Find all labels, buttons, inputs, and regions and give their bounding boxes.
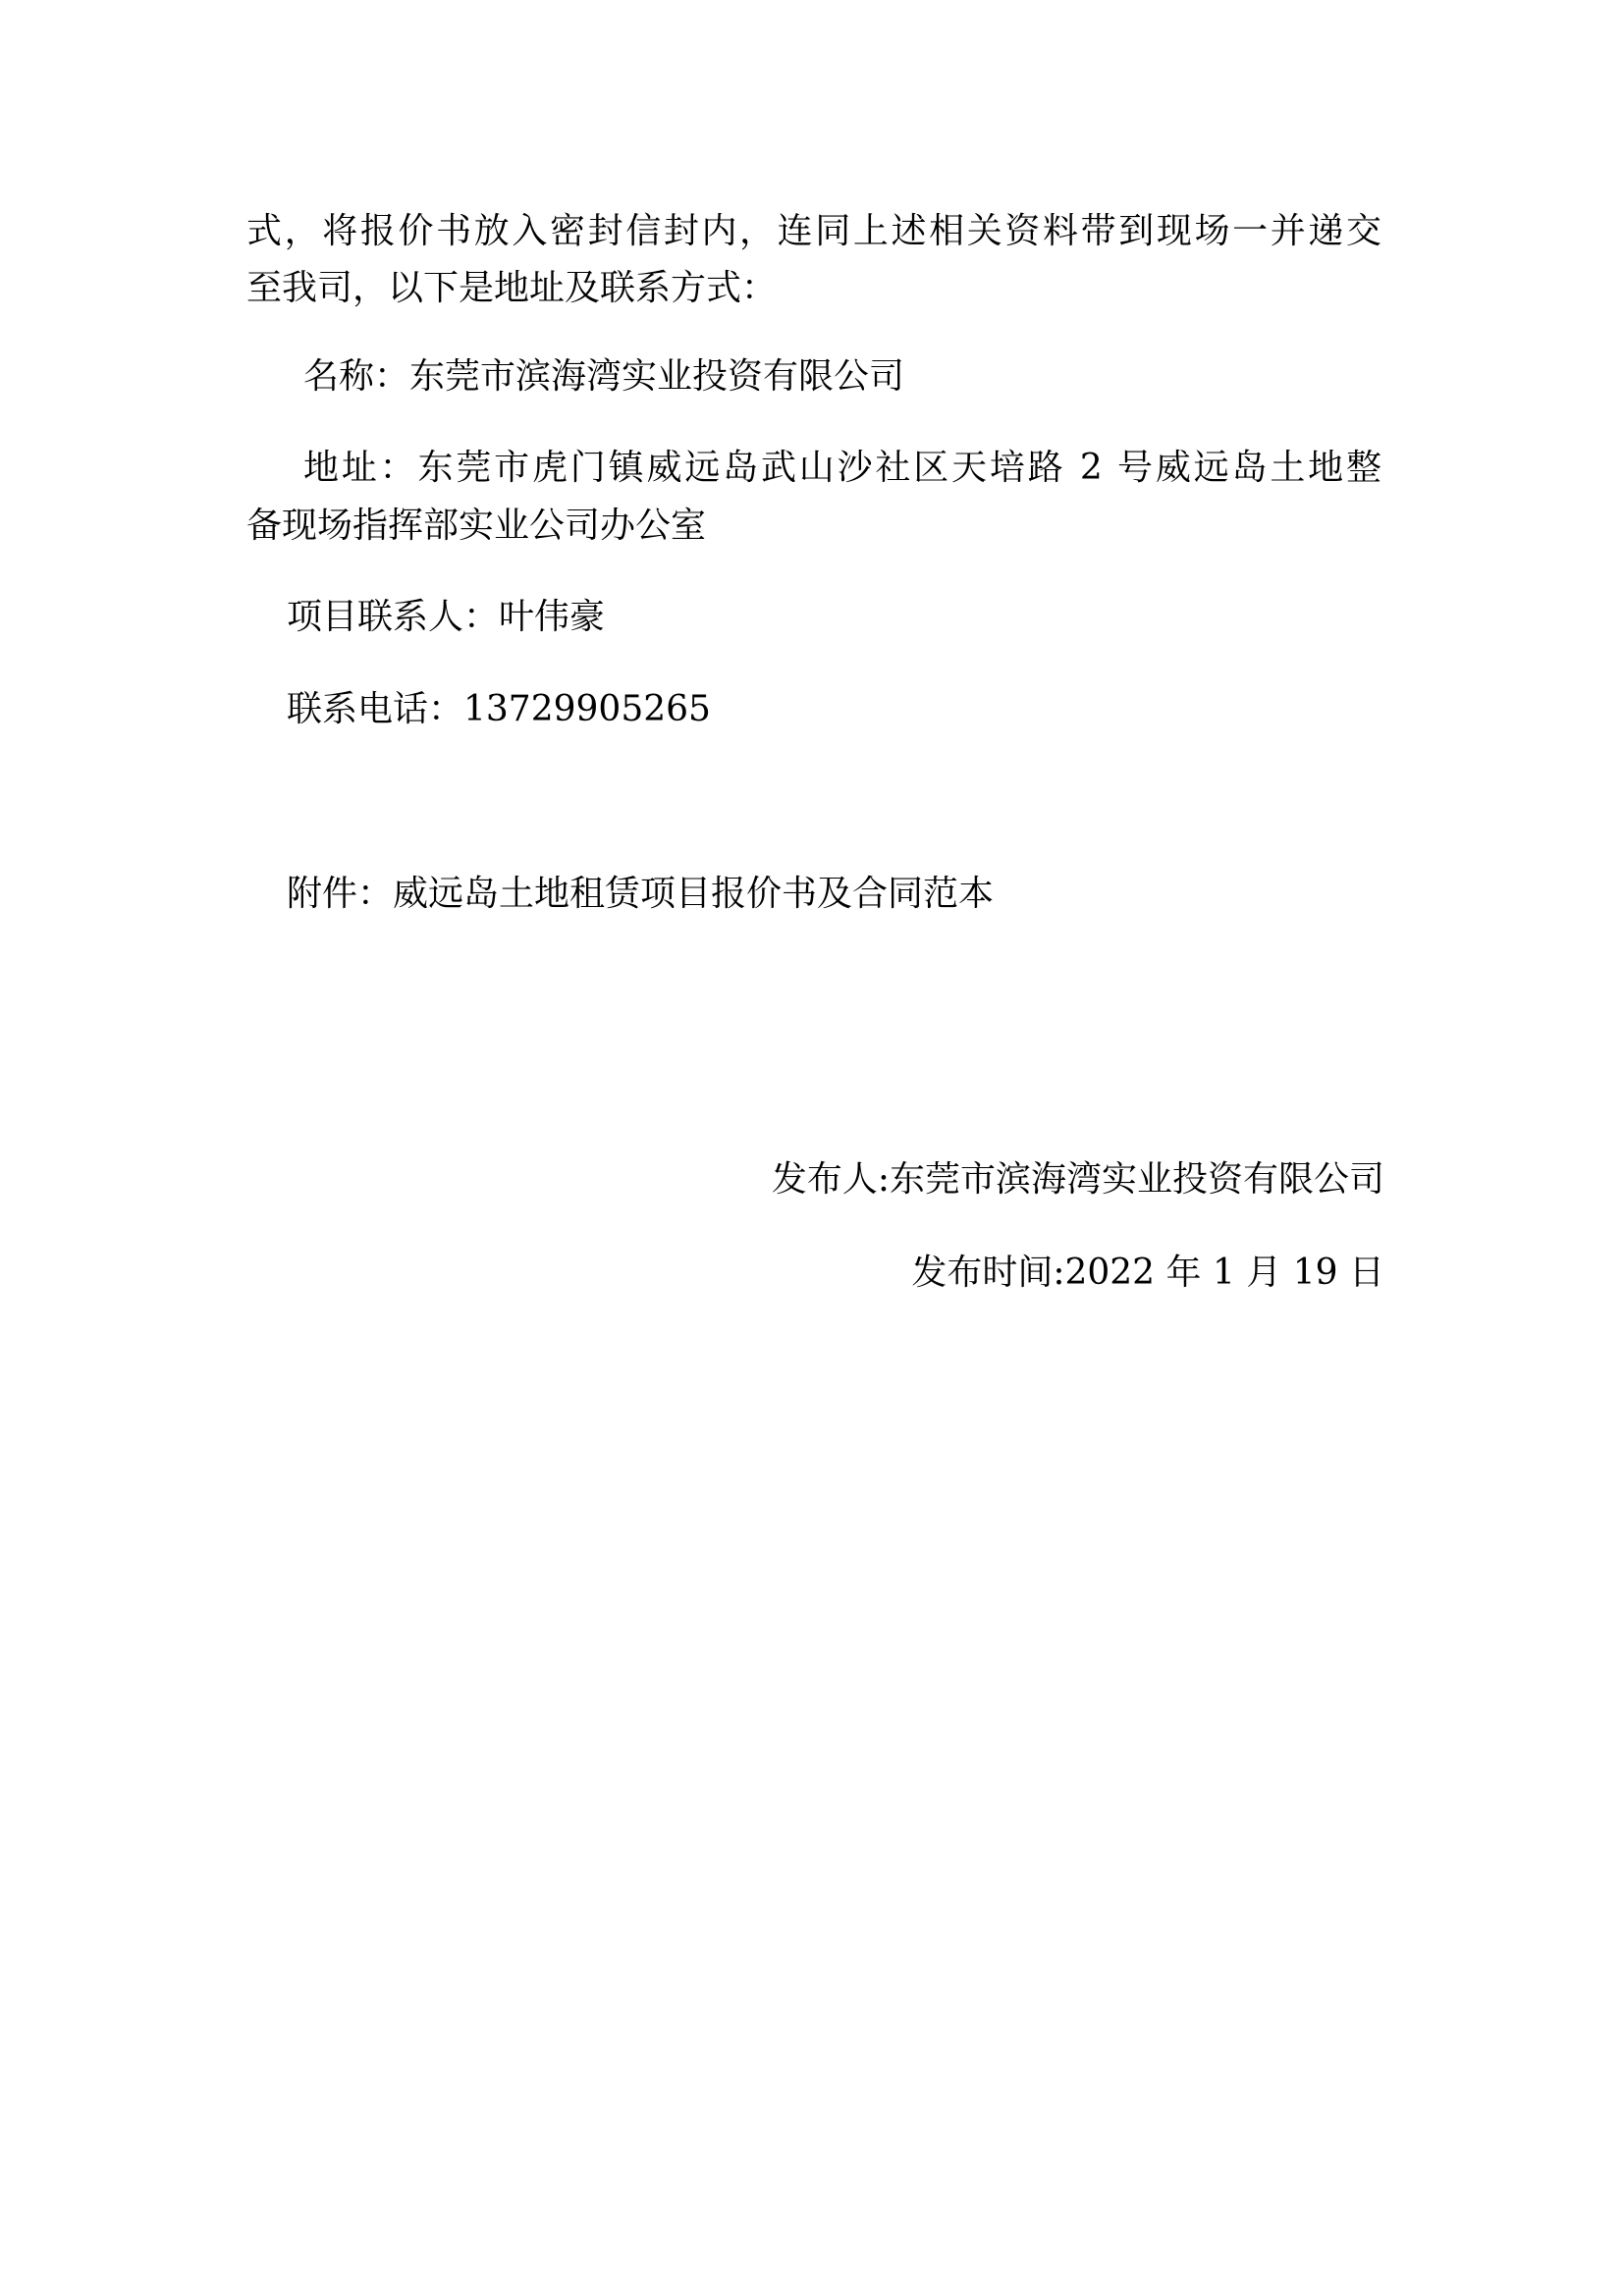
- contact-person-line: 项目联系人：叶伟豪: [287, 597, 606, 637]
- attachment-line: 附件：威远岛土地租赁项目报价书及合同范本: [287, 874, 995, 914]
- publish-date-line: 发布时间:2022 年 1 月 19 日: [911, 1253, 1384, 1293]
- address-line-2: 备现场指挥部实业公司办公室: [246, 506, 707, 546]
- company-name-line: 名称：东莞市滨海湾实业投资有限公司: [303, 356, 905, 397]
- publisher-line: 发布人:东莞市滨海湾实业投资有限公司: [771, 1159, 1384, 1200]
- address-line-1: 地址：东莞市虎门镇威远岛武山沙社区天培路 2 号威远岛土地整: [303, 448, 1382, 488]
- contact-phone-line: 联系电话：13729905265: [287, 689, 711, 729]
- intro-line-1: 式，将报价书放入密封信封内，连同上述相关资料带到现场一并递交: [246, 211, 1382, 251]
- intro-line-2: 至我司，以下是地址及联系方式：: [246, 268, 778, 308]
